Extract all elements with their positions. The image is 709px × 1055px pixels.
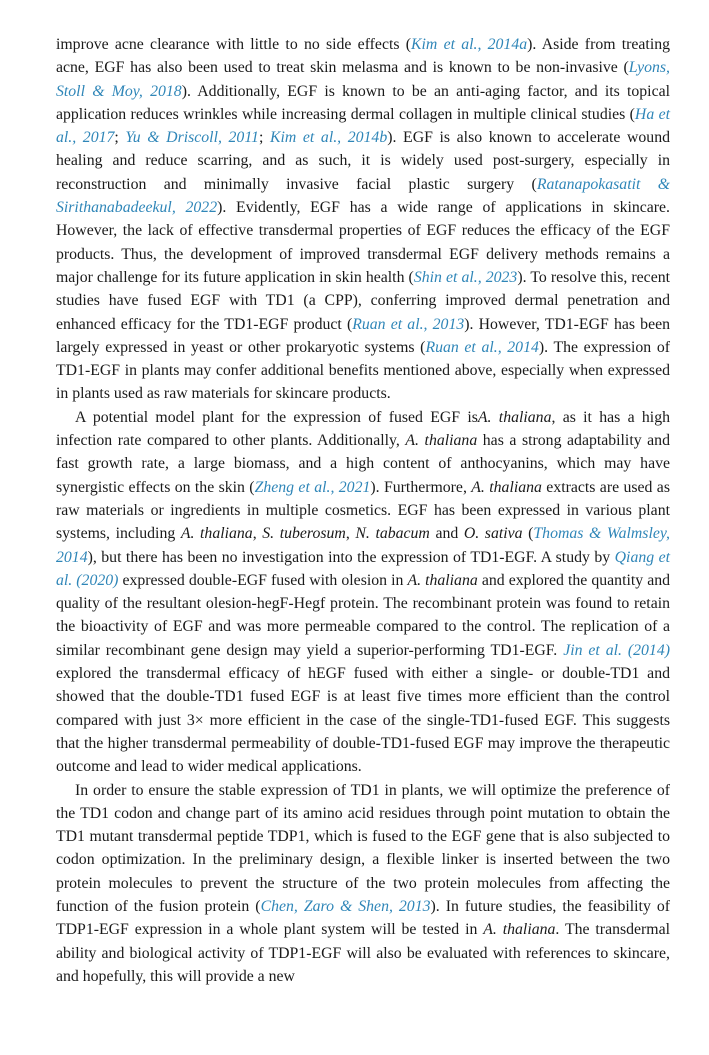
citation-link[interactable]: Jin et al. (2014) bbox=[563, 641, 670, 659]
text-run: ), but there has been no investigation into the expression of TD1-EGF. A study by bbox=[87, 548, 615, 566]
text-run: A potential model plant for the expression of fused EGF is bbox=[75, 408, 478, 426]
body-paragraph bbox=[56, 779, 670, 989]
citation-link[interactable]: Shin et al., 2023 bbox=[413, 268, 518, 286]
body-paragraph bbox=[56, 33, 670, 406]
text-run: ; bbox=[258, 129, 270, 147]
citation-link[interactable]: Lyons, Stoll & Moy, 2018 bbox=[56, 59, 670, 100]
citation-link[interactable]: Kim et al., 2014b bbox=[269, 129, 388, 147]
species-name: A. thaliana bbox=[405, 432, 478, 450]
body-paragraph bbox=[56, 406, 670, 779]
text-run: ( bbox=[522, 525, 534, 543]
text-run: , bbox=[252, 525, 263, 543]
text-run: ). To resolve this, recent studies have fused EGF with TD1 (a CPP), conferring improved dermal penetration and enhanced efficacy for the TD1-EGF product ( bbox=[56, 268, 670, 333]
species-name: N. tabacum bbox=[355, 525, 430, 543]
text-run: improve acne clearance with little to no side effects ( bbox=[56, 36, 411, 53]
species-name: A. thaliana bbox=[477, 408, 552, 426]
text-run: expressed double-EGF fused with olesion in bbox=[118, 571, 408, 589]
citation-link[interactable]: Zheng et al., 2021 bbox=[254, 478, 371, 496]
text-run: ). In future studies, the feasibility of TDP1-EGF expression in a whole plant system will be tested in bbox=[56, 897, 670, 939]
species-name: A. thaliana bbox=[180, 525, 253, 543]
text-run: ; bbox=[114, 129, 126, 147]
text-run: . The transdermal ability and biological activity of TDP1-EGF will also be evaluated with references to skincare, and hopefully, this will provide a new bbox=[56, 921, 670, 985]
text-run: explored the transdermal efficacy of hEGF fused with either a single- or double-TD1 and showed that the double-TD1 fused EGF is at least five times more efficient than the control compared with just 3× more efficient in the case of the single-TD1-fused EGF. This suggests that the higher transdermal permeability of double-TD1-fused EGF may improve the therapeutic outcome and lead to wider medical applications. bbox=[56, 665, 670, 776]
species-name: A. thaliana bbox=[483, 921, 556, 939]
text-run: In order to ensure the stable expression of TD1 in plants, we will optimize the preference of the TD1 codon and change part of its amino acid residues through point mutation to obtain the TD1 mutant transdermal peptide TDP1, which is fused to the EGF gene that is also subjected to codon optimization. In the preliminary design, a flexible linker is inserted between the two protein molecules to prevent the structure of the two protein molecules from affecting the function of the fusion protein ( bbox=[56, 781, 670, 915]
text-run: ). Additionally, EGF is known to be an anti-aging factor, and its topical application reduces wrinkles while increasing dermal collagen in multiple clinical studies ( bbox=[56, 82, 670, 123]
text-run: , as it has a high infection rate compared to other plants. Additionally, bbox=[56, 408, 670, 450]
text-run: ). EGF is also known to accelerate wound healing and reduce scarring, and as such, it is widely used post-surgery, especially in reconstruction and minimally invasive facial plastic surgery ( bbox=[56, 129, 670, 193]
text-run: and explored the quantity and quality of the resultant olesion-hegF-Hegf protein. The recombinant protein was found to retain the bioactivity of EGF and was more permeable compared to the control. The replication of a similar recombinant gene design may yield a superior-performing TD1-EGF. bbox=[56, 571, 671, 659]
citation-link[interactable]: Qiang et al. (2020) bbox=[56, 548, 671, 589]
text-run: ). Evidently, EGF has a wide range of applications in skincare. However, the lack of effective transdermal properties of EGF reduces the efficacy of the EGF products. Thus, the development of improved transdermal EGF delivery methods remains a major challenge for its future application in skin health ( bbox=[56, 199, 670, 286]
text-run: ). The expression of TD1-EGF in plants may confer additional benefits mentioned above, especially when expressed in plants used as raw materials for skincare products. bbox=[56, 338, 671, 403]
citation-link[interactable]: Ruan et al., 2013 bbox=[352, 315, 465, 333]
species-name: O. sativa bbox=[463, 525, 523, 543]
text-run: and bbox=[429, 525, 464, 543]
text-run: has a strong adaptability and fast growth rate, a large biomass, and a high content of anthocyanins, which may have synergistic effects on the skin ( bbox=[56, 432, 670, 496]
text-run: ). However, TD1-EGF has been largely expressed in yeast or other prokaryotic systems ( bbox=[56, 315, 670, 356]
text-run: extracts are used as raw materials or ingredients in multiple cosmetics. EGF has been expressed in various plant systems, including bbox=[56, 478, 670, 543]
citation-link[interactable]: Chen, Zaro & Shen, 2013 bbox=[260, 897, 431, 915]
species-name: A. thaliana bbox=[407, 571, 478, 589]
citation-link[interactable]: Ratanapokasatit & Sirithanabadeekul, 2022 bbox=[56, 175, 670, 217]
citation-link[interactable]: Ruan et al., 2014 bbox=[425, 338, 539, 356]
species-name: A. thaliana bbox=[471, 478, 542, 496]
citation-link[interactable]: Yu & Driscoll, 2011 bbox=[125, 129, 259, 147]
citation-link[interactable]: Ha et al., 2017 bbox=[56, 105, 671, 147]
species-name: S. tuberosum bbox=[262, 525, 346, 543]
text-run: ). Aside from treating acne, EGF has also been used to treat skin melasma and is known to be non-invasive ( bbox=[56, 36, 671, 77]
text-run: ). Furthermore, bbox=[370, 478, 472, 496]
citation-link[interactable]: Kim et al., 2014a bbox=[411, 36, 528, 53]
text-run: , bbox=[345, 525, 356, 543]
citation-link[interactable]: Thomas & Walmsley, 2014 bbox=[56, 525, 670, 566]
